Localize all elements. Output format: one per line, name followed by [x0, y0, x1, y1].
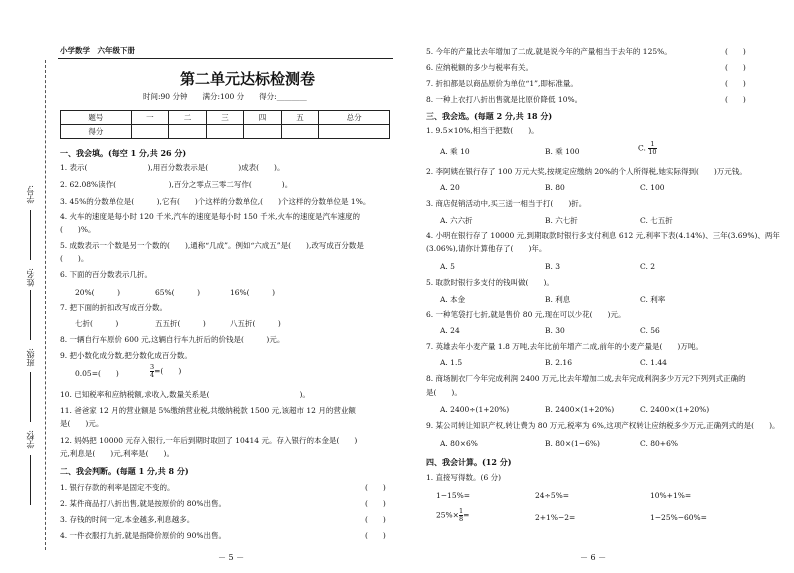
question-11-cont: 是( )元。: [60, 419, 104, 428]
choice-3: 3. 商店促销活动中,买三送一相当于打( )折。: [426, 199, 587, 208]
question-4-cont: ( )%。: [60, 225, 96, 234]
page-number-right: － 6 －: [580, 553, 607, 562]
student-number-label: 学号:: [26, 185, 35, 204]
choice-1-a[interactable]: A. 乘 10: [440, 147, 470, 156]
choice-4-b[interactable]: B. 3: [545, 262, 561, 271]
question-11: 11. 爸爸家 12 月的营业额是 5%缴纳营业税,共缴纳税款 1500 元,该超市 12 月的营业额: [60, 406, 356, 415]
calc-item: 1−15%=: [436, 491, 471, 500]
choice-9: 9. 某公司转让知识产权,转让费为 80 万元,税率为 6%,这项产权转让应纳税多少万元,正确列式的是( )。: [426, 421, 780, 430]
question-5-cont: ( )。: [60, 254, 89, 263]
score-cell[interactable]: [281, 125, 319, 139]
question-9: 9. 把小数化成分数,把分数化成百分数。: [60, 351, 192, 360]
score-header: 总分: [319, 111, 390, 125]
calc-item: 1−25%−60%=: [650, 513, 707, 522]
question-12-cont: 元,利息是( )元,利率是( )。: [60, 449, 174, 458]
choice-8-a[interactable]: A. 2400÷(1+20%): [440, 405, 510, 414]
question-6b: 65%( ): [155, 288, 201, 297]
question-6: 6. 下面的百分数表示几折。: [60, 270, 153, 279]
choice-2-b[interactable]: B. 80: [545, 183, 565, 192]
section-fill-title: 一、我会填。(每空 1 分,共 26 分): [60, 148, 187, 158]
score-header: 题号: [61, 111, 132, 125]
choice-9-c[interactable]: C. 80+6%: [640, 439, 678, 448]
fill-line: [30, 455, 31, 505]
judge-paren[interactable]: ( ): [725, 79, 746, 88]
score-header: 四: [244, 111, 282, 125]
choice-7-c[interactable]: C. 1.44: [640, 358, 667, 367]
choice-4-cont: (3.06%),请你计算他存了( )年。: [426, 244, 547, 253]
question-9b: $\frac{3}{4}$ =( ): [150, 363, 182, 379]
score-row-label: 得分: [61, 125, 132, 139]
judge-6: 6. 应纳税额的多少与税率有关。: [426, 63, 534, 72]
choice-5: 5. 取款时银行多支付的钱叫做( )。: [426, 278, 554, 287]
section-choice-title: 三、我会选。(每题 2 分,共 18 分): [426, 111, 553, 121]
score-cell[interactable]: [206, 125, 244, 139]
question-4: 4. 火车的速度是每小时 120 千米,汽车的速度是每小时 150 千米,火车的速度是汽车速度的: [60, 212, 360, 221]
question-6a: 20%( ): [75, 288, 121, 297]
question-7a: 七折( ): [75, 319, 119, 328]
judge-paren[interactable]: ( ): [365, 483, 386, 492]
judge-4: 4. 一件衣服打九折,就是指降价原价的 90%出售。: [60, 531, 226, 540]
calc-item: 2+1%−2=: [535, 513, 576, 522]
calc-item: 25%× $\frac{1}{8}$ =: [436, 507, 470, 523]
question-2: 2. 62.08%读作( ),百分之零点三零二写作( )。: [60, 180, 293, 189]
score-header: 三: [206, 111, 244, 125]
score-cell[interactable]: [319, 125, 390, 139]
choice-9-a[interactable]: A. 80×6%: [440, 439, 478, 448]
choice-8-b[interactable]: B. 2400×(1+20%): [545, 405, 615, 414]
judge-paren[interactable]: ( ): [365, 499, 386, 508]
choice-6: 6. 一种笔袋打七折,就是售价 80 元,现在可以少花( )元。: [426, 310, 626, 319]
choice-6-a[interactable]: A. 24: [440, 326, 460, 335]
question-7b: 五五折( ): [155, 319, 206, 328]
score-header: 二: [169, 111, 207, 125]
calc-item: 10%+1%=: [650, 491, 692, 500]
fill-line: [30, 372, 31, 422]
score-cell[interactable]: [131, 125, 169, 139]
judge-3: 3. 存钱的时间一定,本金越多,利息越多。: [60, 515, 195, 524]
choice-1-c[interactable]: C. $\frac{1}{10}$: [638, 140, 657, 156]
section-judge-title: 二、我会判断。(每题 1 分,共 8 分): [60, 466, 189, 476]
question-1: 1. 表示( ),用百分数表示是( )成表( )。: [60, 163, 285, 172]
judge-8: 8. 一种上衣打八折出售就是比原价降低 10%。: [426, 95, 583, 104]
choice-8-c[interactable]: C. 2400×(1+20%): [640, 405, 710, 414]
choice-5-c[interactable]: C. 利率: [640, 295, 666, 304]
judge-1: 1. 银行存款的利率是固定不变的。: [60, 483, 175, 492]
choice-7-b[interactable]: B. 2.16: [545, 358, 572, 367]
judge-paren[interactable]: ( ): [365, 531, 386, 540]
name-label: 姓名:: [26, 268, 35, 287]
choice-5-a[interactable]: A. 本金: [440, 295, 466, 304]
question-6c: 16%( ): [230, 288, 276, 297]
choice-4-c[interactable]: C. 2: [640, 262, 656, 271]
choice-3-a[interactable]: A. 六六折: [440, 216, 473, 225]
choice-4: 4. 小明在银行存了 10000 元,到期取款时银行多支付利息 612 元,利率下表(4.14%)、三年(3.69%)、两年: [426, 231, 780, 240]
judge-2: 2. 某件商品打八折出售,就是按原价的 80%出售。: [60, 499, 226, 508]
choice-6-c[interactable]: C. 56: [640, 326, 660, 335]
question-8: 8. 一辆自行车原价 600 元,这辆自行车九折后的价钱是( )元。: [60, 335, 285, 344]
score-cell[interactable]: [244, 125, 282, 139]
question-7c: 八五折( ): [230, 319, 281, 328]
choice-7: 7. 英雄去年小麦产量 1.8 万吨,去年比前年增产二成,前年的小麦产量是( )万吨。: [426, 342, 703, 351]
school-label: 学校:: [26, 430, 35, 449]
question-5: 5. 成数表示一个数是另一个数的( ),通称“几成”。例如“六成五”是( ),改写成百分数是: [60, 241, 364, 250]
binding-line: [45, 60, 46, 550]
question-7: 7. 把下面的折扣改写成百分数。: [60, 303, 168, 312]
choice-2-c[interactable]: C. 100: [640, 183, 665, 192]
judge-paren[interactable]: ( ): [725, 63, 746, 72]
score-cell[interactable]: [169, 125, 207, 139]
judge-paren[interactable]: ( ): [725, 47, 746, 56]
judge-paren[interactable]: ( ): [725, 95, 746, 104]
question-9a: 0.05=( ): [75, 369, 119, 378]
choice-3-c[interactable]: C. 七五折: [640, 216, 673, 225]
exam-meta: 时间:90 分钟 满分:100 分 得分:________: [143, 92, 307, 101]
judge-5: 5. 今年的产量比去年增加了二成,就是说今年的产量相当于去年的 125%。: [426, 47, 672, 56]
choice-3-b[interactable]: B. 六七折: [545, 216, 578, 225]
choice-2: 2. 李阿姨在银行存了 100 万元大奖,按规定应缴纳 20%的个人所得税,她实际得到( )万元钱。: [426, 167, 747, 176]
fill-line: [30, 290, 31, 340]
choice-4-a[interactable]: A. 5: [440, 262, 455, 271]
score-header: 一: [131, 111, 169, 125]
choice-8-cont: 是( )。: [426, 388, 462, 397]
question-3: 3. 45%的分数单位是( ),它有( )个这样的分数单位,( )个这样的分数单位是 1%。: [60, 197, 371, 206]
score-table: [60, 110, 390, 139]
choice-5-b[interactable]: B. 利息: [545, 295, 571, 304]
section-calc-title: 四、我会计算。(12 分): [426, 457, 512, 467]
judge-paren[interactable]: ( ): [365, 515, 386, 524]
judge-7: 7. 折扣都是以商品原价为单位“1”,即标准量。: [426, 79, 578, 88]
fill-line: [30, 210, 31, 260]
subject-header: 小学数学 六年级下册: [60, 46, 135, 55]
header-rule: [58, 58, 393, 59]
choice-6-b[interactable]: B. 30: [545, 326, 565, 335]
class-label: 班级:: [26, 348, 35, 367]
page-number-left: － 5 －: [218, 553, 245, 562]
question-10: 10. 已知税率和应纳税额,求收入,数量关系是( )。: [60, 390, 310, 399]
choice-9-b[interactable]: B. 80×(1−6%): [545, 439, 600, 448]
calc-subtitle: 1. 直接写得数。(6 分): [426, 473, 502, 482]
choice-1-b[interactable]: B. 乘 100: [545, 147, 580, 156]
choice-7-a[interactable]: A. 1.5: [440, 358, 463, 367]
choice-1: 1. 9.5×10%,相当于把数( )。: [426, 126, 539, 135]
question-12: 12. 妈妈把 10000 元存入银行,一年后到期时取回了 10414 元。存入银行的本金是( ): [60, 436, 358, 445]
page-title: 第二单元达标检测卷: [179, 70, 315, 88]
choice-8: 8. 商场制衣厂今年完成利润 2400 万元,比去年增加二成,去年完成利润多少万元?下列列式正确的: [426, 374, 746, 383]
choice-2-a[interactable]: A. 20: [440, 183, 460, 192]
score-header: 五: [281, 111, 319, 125]
calc-item: 24÷5%=: [535, 491, 570, 500]
